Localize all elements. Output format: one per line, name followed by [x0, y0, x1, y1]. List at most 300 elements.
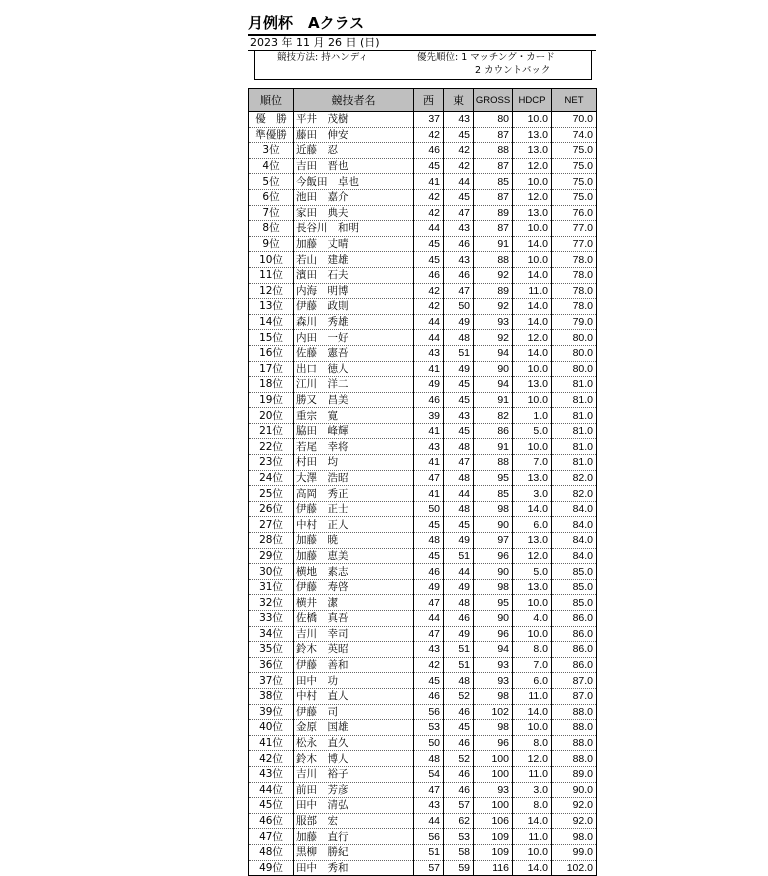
gross-score-cell: 95: [474, 470, 513, 486]
west-score-cell: 42: [414, 299, 444, 315]
player-name-cell: 吉川 裕子: [294, 766, 414, 782]
net-score-cell: 86.0: [552, 611, 597, 627]
player-name-cell: 伊藤 政則: [294, 299, 414, 315]
west-score-cell: 47: [414, 626, 444, 642]
table-row: [249, 517, 597, 533]
net-score-cell: 82.0: [552, 470, 597, 486]
player-name-cell: 村田 均: [294, 455, 414, 471]
west-score-cell: 47: [414, 782, 444, 798]
west-score-cell: 43: [414, 798, 444, 814]
rank-cell: 6位: [249, 189, 294, 205]
column-header-net: NET: [552, 89, 597, 112]
results-sheet: [248, 12, 596, 876]
gross-score-cell: 109: [474, 829, 513, 845]
player-name-cell: 内田 一好: [294, 330, 414, 346]
gross-score-cell: 82: [474, 408, 513, 424]
gross-score-cell: 95: [474, 595, 513, 611]
west-score-cell: 46: [414, 564, 444, 580]
east-score-cell: 43: [444, 112, 474, 128]
east-score-cell: 51: [444, 548, 474, 564]
table-row: [249, 267, 597, 283]
table-row: [249, 720, 597, 736]
player-name-cell: 大澤 浩昭: [294, 470, 414, 486]
table-row: [249, 626, 597, 642]
west-score-cell: 54: [414, 766, 444, 782]
net-score-cell: 84.0: [552, 517, 597, 533]
west-score-cell: 41: [414, 174, 444, 190]
hdcp-cell: 14.0: [513, 236, 552, 252]
player-name-cell: 吉田 晋也: [294, 158, 414, 174]
east-score-cell: 49: [444, 361, 474, 377]
rank-cell: 40位: [249, 720, 294, 736]
hdcp-cell: 12.0: [513, 548, 552, 564]
net-score-cell: 78.0: [552, 252, 597, 268]
player-name-cell: 濱田 石夫: [294, 267, 414, 283]
gross-score-cell: 116: [474, 860, 513, 876]
net-score-cell: 70.0: [552, 112, 597, 128]
east-score-cell: 46: [444, 611, 474, 627]
hdcp-cell: 14.0: [513, 267, 552, 283]
rank-cell: 7位: [249, 205, 294, 221]
east-score-cell: 46: [444, 735, 474, 751]
player-name-cell: 重宗 寛: [294, 408, 414, 424]
gross-score-cell: 87: [474, 221, 513, 237]
gross-score-cell: 98: [474, 720, 513, 736]
west-score-cell: 41: [414, 423, 444, 439]
table-row: [249, 330, 597, 346]
hdcp-cell: 14.0: [513, 704, 552, 720]
gross-score-cell: 97: [474, 533, 513, 549]
table-row: [249, 798, 597, 814]
rank-cell: 17位: [249, 361, 294, 377]
page-title: 月例杯 Aクラス: [248, 12, 596, 36]
net-score-cell: 80.0: [552, 361, 597, 377]
net-score-cell: 77.0: [552, 221, 597, 237]
rank-cell: 46位: [249, 813, 294, 829]
east-score-cell: 42: [444, 143, 474, 159]
rank-cell: 45位: [249, 798, 294, 814]
east-score-cell: 46: [444, 236, 474, 252]
gross-score-cell: 92: [474, 267, 513, 283]
rank-cell: 31位: [249, 579, 294, 595]
net-score-cell: 86.0: [552, 626, 597, 642]
net-score-cell: 75.0: [552, 158, 597, 174]
east-score-cell: 45: [444, 377, 474, 393]
west-score-cell: 46: [414, 688, 444, 704]
west-score-cell: 53: [414, 720, 444, 736]
hdcp-cell: 10.0: [513, 439, 552, 455]
table-row: [249, 579, 597, 595]
table-row: [249, 860, 597, 876]
net-score-cell: 80.0: [552, 345, 597, 361]
table-row: [249, 486, 597, 502]
gross-score-cell: 100: [474, 798, 513, 814]
gross-score-cell: 89: [474, 205, 513, 221]
net-score-cell: 86.0: [552, 657, 597, 673]
west-score-cell: 47: [414, 470, 444, 486]
west-score-cell: 42: [414, 657, 444, 673]
rank-cell: 35位: [249, 642, 294, 658]
net-score-cell: 88.0: [552, 720, 597, 736]
hdcp-cell: 13.0: [513, 533, 552, 549]
net-score-cell: 84.0: [552, 501, 597, 517]
gross-score-cell: 100: [474, 751, 513, 767]
hdcp-cell: 8.0: [513, 735, 552, 751]
table-row: [249, 189, 597, 205]
west-score-cell: 46: [414, 267, 444, 283]
table-row: [249, 595, 597, 611]
hdcp-cell: 10.0: [513, 844, 552, 860]
net-score-cell: 85.0: [552, 579, 597, 595]
table-row: [249, 533, 597, 549]
west-score-cell: 56: [414, 704, 444, 720]
east-score-cell: 43: [444, 221, 474, 237]
west-score-cell: 45: [414, 517, 444, 533]
event-date: 2023 年 11 月 26 日 (日): [248, 36, 596, 51]
east-score-cell: 46: [444, 704, 474, 720]
net-score-cell: 75.0: [552, 143, 597, 159]
rank-cell: 34位: [249, 626, 294, 642]
west-score-cell: 44: [414, 611, 444, 627]
hdcp-cell: 10.0: [513, 595, 552, 611]
west-score-cell: 48: [414, 533, 444, 549]
hdcp-cell: 10.0: [513, 392, 552, 408]
hdcp-cell: 13.0: [513, 377, 552, 393]
rank-cell: 49位: [249, 860, 294, 876]
west-score-cell: 39: [414, 408, 444, 424]
table-row: [249, 345, 597, 361]
table-row: [249, 314, 597, 330]
gross-score-cell: 98: [474, 579, 513, 595]
hdcp-cell: 13.0: [513, 127, 552, 143]
rank-cell: 12位: [249, 283, 294, 299]
column-header-gross: GROSS: [474, 89, 513, 112]
hdcp-cell: 12.0: [513, 751, 552, 767]
player-name-cell: 高岡 秀正: [294, 486, 414, 502]
net-score-cell: 89.0: [552, 766, 597, 782]
results-table-body: [249, 112, 597, 876]
hdcp-cell: 10.0: [513, 252, 552, 268]
rank-cell: 8位: [249, 221, 294, 237]
gross-score-cell: 93: [474, 782, 513, 798]
west-score-cell: 45: [414, 252, 444, 268]
hdcp-cell: 5.0: [513, 423, 552, 439]
gross-score-cell: 88: [474, 252, 513, 268]
net-score-cell: 88.0: [552, 735, 597, 751]
east-score-cell: 52: [444, 751, 474, 767]
gross-score-cell: 100: [474, 766, 513, 782]
net-score-cell: 81.0: [552, 423, 597, 439]
table-row: [249, 236, 597, 252]
east-score-cell: 59: [444, 860, 474, 876]
east-score-cell: 62: [444, 813, 474, 829]
net-score-cell: 85.0: [552, 564, 597, 580]
east-score-cell: 51: [444, 657, 474, 673]
hdcp-cell: 6.0: [513, 673, 552, 689]
east-score-cell: 48: [444, 439, 474, 455]
table-row: [249, 704, 597, 720]
table-row: [249, 688, 597, 704]
table-row: [249, 283, 597, 299]
west-score-cell: 49: [414, 579, 444, 595]
net-score-cell: 81.0: [552, 439, 597, 455]
rank-cell: 22位: [249, 439, 294, 455]
net-score-cell: 87.0: [552, 673, 597, 689]
gross-score-cell: 80: [474, 112, 513, 128]
player-name-cell: 鈴木 英昭: [294, 642, 414, 658]
west-score-cell: 44: [414, 330, 444, 346]
table-row: [249, 205, 597, 221]
rank-cell: 48位: [249, 844, 294, 860]
east-score-cell: 49: [444, 533, 474, 549]
player-name-cell: 加藤 直行: [294, 829, 414, 845]
hdcp-cell: 13.0: [513, 579, 552, 595]
west-score-cell: 51: [414, 844, 444, 860]
west-score-cell: 37: [414, 112, 444, 128]
player-name-cell: 脇田 峰輝: [294, 423, 414, 439]
net-score-cell: 98.0: [552, 829, 597, 845]
table-row: [249, 423, 597, 439]
rank-cell: 優 勝: [249, 112, 294, 128]
east-score-cell: 46: [444, 267, 474, 283]
east-score-cell: 45: [444, 127, 474, 143]
table-row: [249, 813, 597, 829]
east-score-cell: 51: [444, 642, 474, 658]
table-row: [249, 439, 597, 455]
net-score-cell: 81.0: [552, 377, 597, 393]
table-row: [249, 299, 597, 315]
rank-cell: 29位: [249, 548, 294, 564]
rank-cell: 25位: [249, 486, 294, 502]
hdcp-cell: 11.0: [513, 283, 552, 299]
rank-cell: 18位: [249, 377, 294, 393]
table-row: [249, 408, 597, 424]
net-score-cell: 84.0: [552, 533, 597, 549]
table-row: [249, 252, 597, 268]
table-row: [249, 611, 597, 627]
player-name-cell: 中村 直人: [294, 688, 414, 704]
player-name-cell: 横地 素志: [294, 564, 414, 580]
player-name-cell: 服部 宏: [294, 813, 414, 829]
player-name-cell: 勝又 昌美: [294, 392, 414, 408]
hdcp-cell: 10.0: [513, 720, 552, 736]
player-name-cell: 加藤 恵美: [294, 548, 414, 564]
gross-score-cell: 106: [474, 813, 513, 829]
hdcp-cell: 6.0: [513, 517, 552, 533]
hdcp-cell: 3.0: [513, 782, 552, 798]
player-name-cell: 若山 建雄: [294, 252, 414, 268]
gross-score-cell: 96: [474, 735, 513, 751]
west-score-cell: 47: [414, 595, 444, 611]
west-score-cell: 41: [414, 455, 444, 471]
gross-score-cell: 85: [474, 174, 513, 190]
table-row: [249, 564, 597, 580]
rank-cell: 41位: [249, 735, 294, 751]
rank-cell: 5位: [249, 174, 294, 190]
east-score-cell: 49: [444, 626, 474, 642]
west-score-cell: 44: [414, 221, 444, 237]
net-score-cell: 75.0: [552, 174, 597, 190]
west-score-cell: 43: [414, 345, 444, 361]
east-score-cell: 47: [444, 283, 474, 299]
tiebreak-priority-first: 優先順位: 1 マッチング・カード: [417, 52, 555, 63]
table-row: [249, 143, 597, 159]
west-score-cell: 42: [414, 127, 444, 143]
rank-cell: 10位: [249, 252, 294, 268]
west-score-cell: 41: [414, 361, 444, 377]
west-score-cell: 44: [414, 314, 444, 330]
east-score-cell: 47: [444, 455, 474, 471]
east-score-cell: 48: [444, 501, 474, 517]
table-row: [249, 751, 597, 767]
gross-score-cell: 88: [474, 143, 513, 159]
rank-cell: 42位: [249, 751, 294, 767]
table-row: [249, 657, 597, 673]
net-score-cell: 85.0: [552, 595, 597, 611]
competition-method: 競技方法: 持ハンディ: [277, 52, 368, 63]
east-score-cell: 47: [444, 205, 474, 221]
west-score-cell: 56: [414, 829, 444, 845]
table-row: [249, 470, 597, 486]
gross-score-cell: 90: [474, 564, 513, 580]
gross-score-cell: 89: [474, 283, 513, 299]
hdcp-cell: 11.0: [513, 829, 552, 845]
east-score-cell: 50: [444, 299, 474, 315]
table-row: [249, 112, 597, 128]
net-score-cell: 81.0: [552, 408, 597, 424]
hdcp-cell: 12.0: [513, 330, 552, 346]
east-score-cell: 45: [444, 720, 474, 736]
hdcp-cell: 4.0: [513, 611, 552, 627]
east-score-cell: 58: [444, 844, 474, 860]
hdcp-cell: 11.0: [513, 766, 552, 782]
gross-score-cell: 86: [474, 423, 513, 439]
table-row: [249, 673, 597, 689]
west-score-cell: 45: [414, 673, 444, 689]
gross-score-cell: 98: [474, 688, 513, 704]
gross-score-cell: 91: [474, 392, 513, 408]
hdcp-cell: 10.0: [513, 221, 552, 237]
table-row: [249, 844, 597, 860]
player-name-cell: 中村 正人: [294, 517, 414, 533]
hdcp-cell: 14.0: [513, 813, 552, 829]
table-row: [249, 735, 597, 751]
player-name-cell: 若尾 幸将: [294, 439, 414, 455]
table-header-row: [249, 89, 597, 112]
west-score-cell: 42: [414, 205, 444, 221]
net-score-cell: 78.0: [552, 299, 597, 315]
net-score-cell: 81.0: [552, 455, 597, 471]
hdcp-cell: 12.0: [513, 158, 552, 174]
hdcp-cell: 1.0: [513, 408, 552, 424]
rank-cell: 26位: [249, 501, 294, 517]
player-name-cell: 今飯田 卓也: [294, 174, 414, 190]
east-score-cell: 44: [444, 564, 474, 580]
hdcp-cell: 14.0: [513, 299, 552, 315]
table-row: [249, 174, 597, 190]
net-score-cell: 92.0: [552, 798, 597, 814]
rank-cell: 27位: [249, 517, 294, 533]
hdcp-cell: 3.0: [513, 486, 552, 502]
gross-score-cell: 88: [474, 455, 513, 471]
east-score-cell: 48: [444, 595, 474, 611]
west-score-cell: 49: [414, 377, 444, 393]
net-score-cell: 81.0: [552, 392, 597, 408]
player-name-cell: 伊藤 善和: [294, 657, 414, 673]
gross-score-cell: 85: [474, 486, 513, 502]
gross-score-cell: 96: [474, 626, 513, 642]
gross-score-cell: 87: [474, 158, 513, 174]
hdcp-cell: 8.0: [513, 642, 552, 658]
player-name-cell: 出口 徳人: [294, 361, 414, 377]
net-score-cell: 82.0: [552, 486, 597, 502]
net-score-cell: 76.0: [552, 205, 597, 221]
hdcp-cell: 10.0: [513, 626, 552, 642]
net-score-cell: 99.0: [552, 844, 597, 860]
east-score-cell: 57: [444, 798, 474, 814]
tiebreak-priority-second: 2 カウントバック: [475, 65, 551, 76]
west-score-cell: 43: [414, 642, 444, 658]
gross-score-cell: 87: [474, 189, 513, 205]
hdcp-cell: 7.0: [513, 657, 552, 673]
hdcp-cell: 14.0: [513, 860, 552, 876]
gross-score-cell: 90: [474, 361, 513, 377]
net-score-cell: 80.0: [552, 330, 597, 346]
west-score-cell: 50: [414, 735, 444, 751]
hdcp-cell: 13.0: [513, 470, 552, 486]
table-row: [249, 829, 597, 845]
west-score-cell: 45: [414, 236, 444, 252]
net-score-cell: 87.0: [552, 688, 597, 704]
competition-rules-box: [254, 51, 592, 80]
east-score-cell: 43: [444, 408, 474, 424]
rank-cell: 36位: [249, 657, 294, 673]
rank-cell: 21位: [249, 423, 294, 439]
gross-score-cell: 91: [474, 236, 513, 252]
table-row: [249, 501, 597, 517]
west-score-cell: 50: [414, 501, 444, 517]
gross-score-cell: 109: [474, 844, 513, 860]
hdcp-cell: 8.0: [513, 798, 552, 814]
column-header-player-name: 競技者名: [294, 89, 414, 112]
rank-cell: 37位: [249, 673, 294, 689]
table-row: [249, 455, 597, 471]
rank-cell: 19位: [249, 392, 294, 408]
hdcp-cell: 10.0: [513, 174, 552, 190]
gross-score-cell: 93: [474, 657, 513, 673]
east-score-cell: 46: [444, 782, 474, 798]
gross-score-cell: 94: [474, 642, 513, 658]
rank-cell: 4位: [249, 158, 294, 174]
column-header-west: 西: [414, 89, 444, 112]
player-name-cell: 金原 国雄: [294, 720, 414, 736]
hdcp-cell: 5.0: [513, 564, 552, 580]
net-score-cell: 88.0: [552, 704, 597, 720]
player-name-cell: 加藤 暁: [294, 533, 414, 549]
player-name-cell: 平井 茂樹: [294, 112, 414, 128]
rank-cell: 24位: [249, 470, 294, 486]
net-score-cell: 78.0: [552, 283, 597, 299]
player-name-cell: 佐橋 真吾: [294, 611, 414, 627]
hdcp-cell: 14.0: [513, 345, 552, 361]
east-score-cell: 43: [444, 252, 474, 268]
player-name-cell: 吉川 幸司: [294, 626, 414, 642]
table-row: [249, 392, 597, 408]
gross-score-cell: 90: [474, 517, 513, 533]
west-score-cell: 44: [414, 813, 444, 829]
gross-score-cell: 93: [474, 314, 513, 330]
rank-cell: 16位: [249, 345, 294, 361]
